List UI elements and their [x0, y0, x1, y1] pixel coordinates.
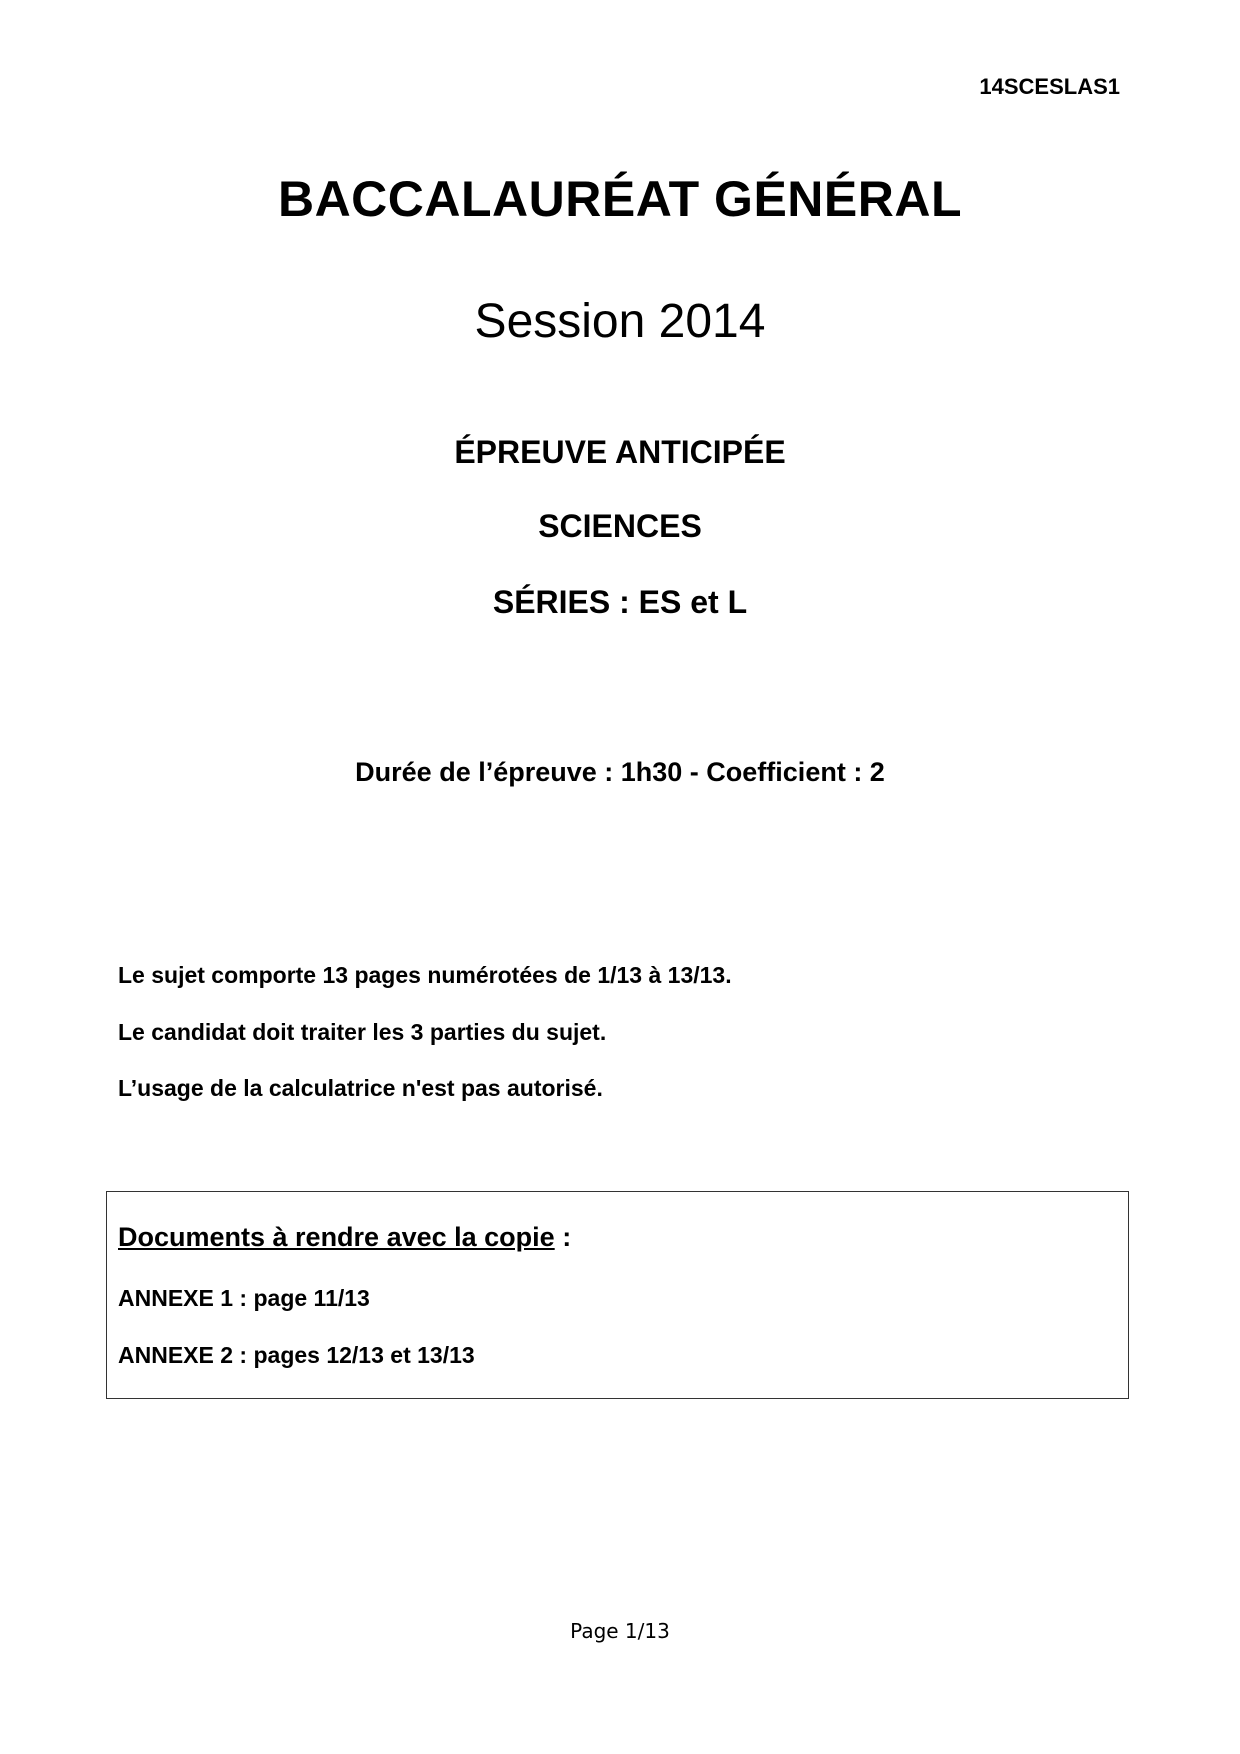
annex-2: ANNEXE 2 : pages 12/13 et 13/13: [118, 1342, 475, 1368]
documents-box: [106, 1191, 1129, 1399]
duration-coefficient: Durée de l’épreuve : 1h30 - Coefficient : 2: [355, 757, 885, 787]
instruction-pages: Le sujet comporte 13 pages numérotées de 1/13 à 13/13.: [118, 962, 732, 988]
documents-box-title-suffix: :: [554, 1222, 572, 1252]
main-title: BACCALAURÉAT GÉNÉRAL: [277, 171, 963, 227]
page-number: Page 1/13: [570, 1619, 670, 1643]
instruction-calculator: L’usage de la calculatrice n'est pas autorisé.: [118, 1075, 603, 1101]
exam-type-heading: ÉPREUVE ANTICIPÉE: [454, 434, 786, 470]
series-heading: SÉRIES : ES et L: [492, 584, 748, 620]
subject-heading: SCIENCES: [538, 508, 702, 544]
documents-box-title: [118, 1222, 571, 1253]
session-title: Session 2014: [474, 295, 766, 348]
documents-box-title-text: Documents à rendre avec la copie: [118, 1222, 555, 1252]
instruction-parts: Le candidat doit traiter les 3 parties du sujet.: [118, 1019, 607, 1045]
document-code: 14SCESLAS1: [979, 74, 1120, 99]
annex-1: ANNEXE 1 : page 11/13: [118, 1285, 370, 1311]
